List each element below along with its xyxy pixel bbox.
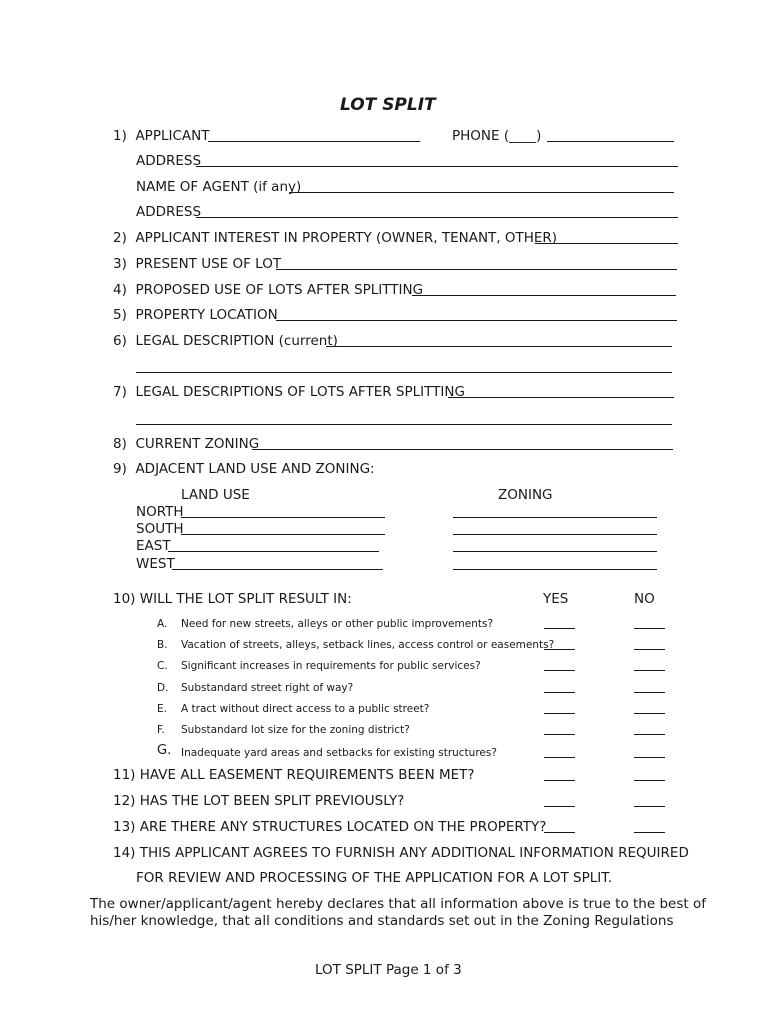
q10b-yes-field[interactable] [544,649,575,650]
legal-current-field[interactable] [326,346,672,347]
q10f-no-field[interactable] [634,734,665,735]
q13-label: 13) ARE THERE ANY STRUCTURES LOCATED ON THE PROPERTY? [113,819,547,835]
interest-label: 2) APPLICANT INTEREST IN PROPERTY (OWNER, TENANT, OTHER) [113,230,558,246]
agent-address-field[interactable] [196,217,678,218]
legal-after-field-2[interactable] [136,424,672,425]
adjacent-west-label: WEST [136,556,175,572]
q10-item-text: Inadequate yard areas and setbacks for existing structures? [181,747,497,759]
q10-item-text: Substandard street right of way? [181,682,354,694]
q10e-yes-field[interactable] [544,713,575,714]
q10-item-letter: E. [157,703,167,715]
legal-after-label: 7) LEGAL DESCRIPTIONS OF LOTS AFTER SPLITTING [113,384,465,400]
present-use-field[interactable] [276,269,677,270]
land-use-header: LAND USE [181,487,250,503]
q10a-yes-field[interactable] [544,628,575,629]
west-land-use-field[interactable] [172,569,383,570]
page-footer: LOT SPLIT Page 1 of 3 [315,962,462,978]
q10-item-text: Significant increases in requirements for public services? [181,660,481,672]
q10-item-letter: D. [157,682,169,694]
agent-address-label: ADDRESS [136,204,202,220]
agent-field[interactable] [289,192,674,193]
declaration-line2: his/her knowledge, that all conditions and standards set out in the Zoning Regulations [90,913,674,929]
q10b-no-field[interactable] [634,649,665,650]
applicant-field[interactable] [208,141,420,142]
q11-yes-field[interactable] [544,780,575,781]
no-header: NO [634,591,655,607]
address-label: ADDRESS [136,153,202,169]
q10e-no-field[interactable] [634,713,665,714]
zoning-header: ZONING [498,487,553,503]
yes-header: YES [543,591,569,607]
q11-label: 11) HAVE ALL EASEMENT REQUIREMENTS BEEN MET? [113,767,475,783]
q12-yes-field[interactable] [544,806,575,807]
proposed-use-label: 4) PROPOSED USE OF LOTS AFTER SPLITTING [113,282,424,298]
legal-current-field-2[interactable] [136,372,672,373]
q10g-no-field[interactable] [634,757,665,758]
interest-field[interactable] [535,243,678,244]
q10d-no-field[interactable] [634,692,665,693]
q14-line2: FOR REVIEW AND PROCESSING OF THE APPLICATION FOR A LOT SPLIT. [136,870,613,886]
q11-no-field[interactable] [634,780,665,781]
q10g-yes-field[interactable] [544,757,575,758]
declaration-line1: The owner/applicant/agent hereby declares that all information above is true to the best of [90,896,706,912]
q10-item-text: Need for new streets, alleys or other public improvements? [181,618,494,630]
q14-line1: 14) THIS APPLICANT AGREES TO FURNISH ANY ADDITIONAL INFORMATION REQUIRED [113,845,689,861]
q10d-yes-field[interactable] [544,692,575,693]
north-zoning-field[interactable] [453,517,657,518]
q13-no-field[interactable] [634,832,665,833]
north-land-use-field[interactable] [181,517,385,518]
q10-item-text: Vacation of streets, alleys, setback lines, access control or easements? [181,639,555,651]
q10-item-text: A tract without direct access to a public street? [181,703,430,715]
west-zoning-field[interactable] [453,569,657,570]
page-title: LOT SPLIT [340,95,436,115]
legal-current-label: 6) LEGAL DESCRIPTION (current) [113,333,338,349]
legal-after-field[interactable] [448,397,674,398]
location-label: 5) PROPERTY LOCATION [113,307,278,323]
applicant-label: 1) APPLICANT [113,128,210,144]
south-zoning-field[interactable] [453,534,657,535]
q12-label: 12) HAS THE LOT BEEN SPLIT PREVIOUSLY? [113,793,405,809]
agent-label: NAME OF AGENT (if any) [136,179,302,195]
present-use-label: 3) PRESENT USE OF LOT [113,256,282,272]
proposed-use-field[interactable] [412,295,676,296]
q10-item-letter: A. [157,618,168,630]
q12-no-field[interactable] [634,806,665,807]
adjacent-label: 9) ADJACENT LAND USE AND ZONING: [113,461,375,477]
q10-label: 10) WILL THE LOT SPLIT RESULT IN: [113,591,352,607]
east-zoning-field[interactable] [453,551,657,552]
adjacent-east-label: EAST [136,538,171,554]
q10-item-letter: G. [157,743,172,758]
location-field[interactable] [276,320,677,321]
zoning-label: 8) CURRENT ZONING [113,436,260,452]
q10f-yes-field[interactable] [544,734,575,735]
q10c-yes-field[interactable] [544,670,575,671]
address-field[interactable] [196,166,678,167]
phone-label: PHONE (____) [452,128,542,144]
q10a-no-field[interactable] [634,628,665,629]
phone-field[interactable] [547,141,674,142]
adjacent-north-label: NORTH [136,504,184,520]
east-land-use-field[interactable] [168,551,379,552]
q10-item-letter: F. [157,724,165,736]
q13-yes-field[interactable] [544,832,575,833]
q10-item-text: Substandard lot size for the zoning district? [181,724,410,736]
q10-item-letter: C. [157,660,168,672]
south-land-use-field[interactable] [181,534,385,535]
zoning-field[interactable] [252,449,673,450]
adjacent-south-label: SOUTH [136,521,184,537]
q10-item-letter: B. [157,639,168,651]
q10c-no-field[interactable] [634,670,665,671]
